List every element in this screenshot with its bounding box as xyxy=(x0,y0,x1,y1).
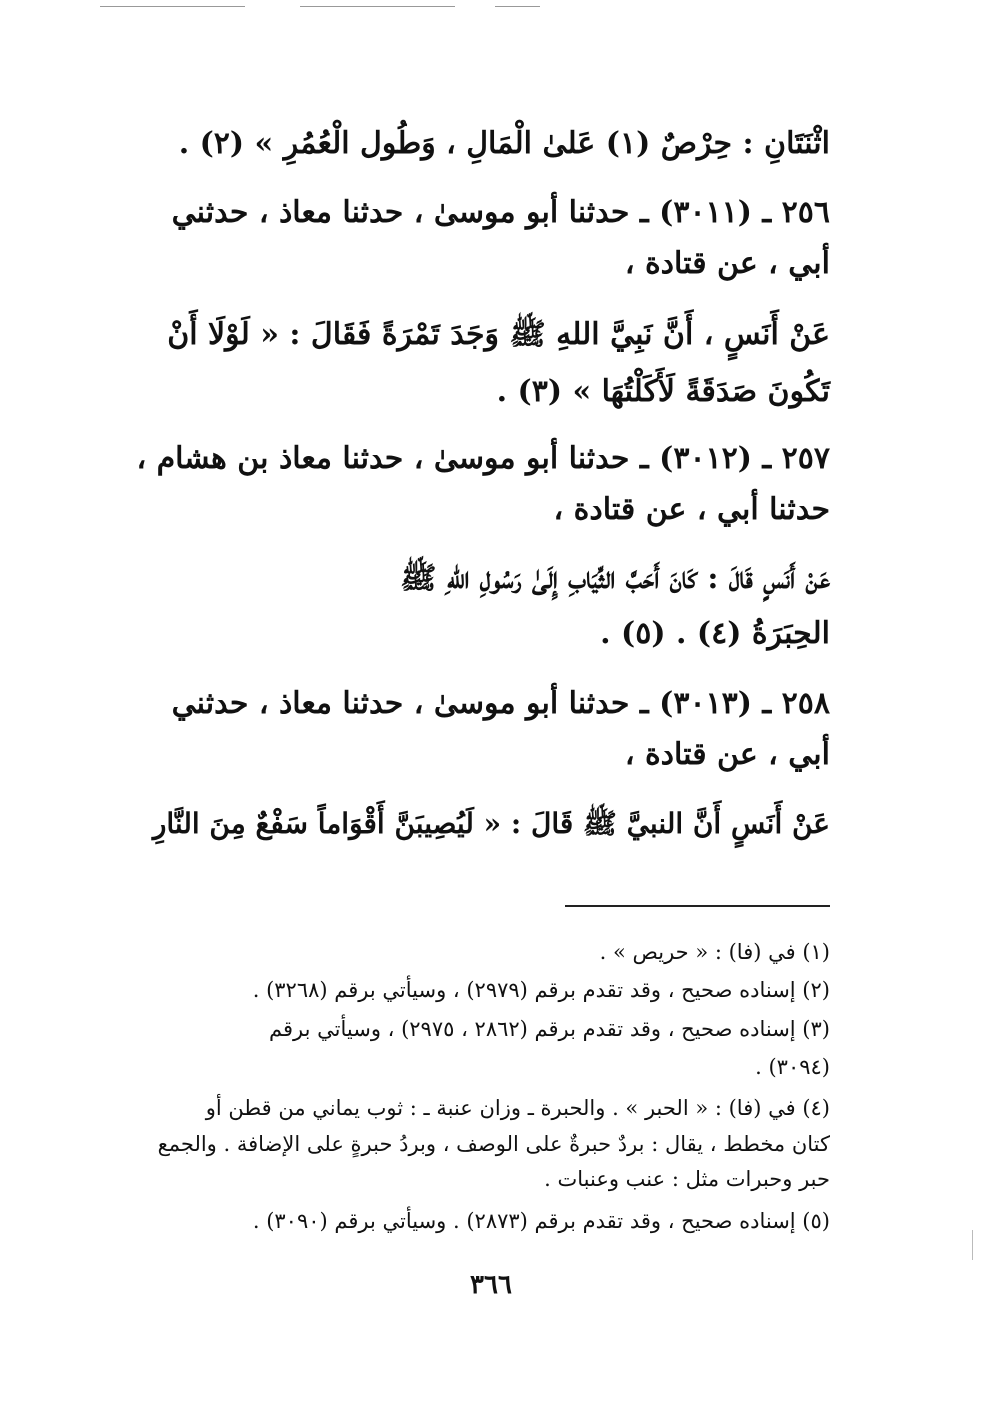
top-edge-line xyxy=(495,6,540,7)
footnote-3: (٣) إسناده صحيح ، وقد تقدم برقم (٢٨٦٢ ، ٢٩٧٥) ، وسيأتي برقم xyxy=(269,1017,830,1041)
footnote-3-cont: (٣٠٩٤) . xyxy=(755,1055,830,1079)
hadith-257-isnad-cont: حدثنا أبي ، عن قتادة ، xyxy=(553,492,830,527)
hadith-256-matn: عَنْ أَنَسٍ ، أَنَّ نَبِيَّ اللهِ ﷺ وَجَدَ تَمْرَةً فَقَالَ : « لَوْلَا أَنْ xyxy=(167,317,830,352)
footnote-5: (٥) إسناده صحيح ، وقد تقدم برقم (٢٨٧٣) . وسيأتي برقم (٣٠٩٠) . xyxy=(252,1209,830,1233)
hadith-257-isnad: ٢٥٧ ـ (٣٠١٢) ـ حدثنا أبو موسىٰ ، حدثنا معاذ بن هشام ، xyxy=(136,441,830,476)
footnote-4: (٤) في (فا) : « الحبر » . والحبرة ـ وزان عنبة ـ : ثوب يماني من قطن أو xyxy=(205,1096,830,1120)
top-edge-line xyxy=(100,6,245,7)
footnote-1: (١) في (فا) : « حريص » . xyxy=(599,940,830,964)
edge-mark xyxy=(972,1230,973,1260)
hadith-258-matn: عَنْ أَنَسٍ أَنَّ النبيَّ ﷺ قَالَ : « لَيُصِيبَنَّ أَقْوَاماً سَفْعٌ مِنَ النَّارِ xyxy=(152,807,830,840)
hadith-256-matn-cont: تَكُونَ صَدَقَةً لَأَكَلْتُهَا » (٣) . xyxy=(496,374,830,409)
hadith-258-isnad: ٢٥٨ ـ (٣٠١٣) ـ حدثنا أبو موسىٰ ، حدثنا معاذ ، حدثني xyxy=(171,686,830,721)
text-line: اثْنَتَانِ : حِرْصٌ (١) عَلىٰ الْمَالِ ، وَطُول الْعُمُرِ » (٢) . xyxy=(178,126,830,161)
hadith-256-isnad-cont: أبي ، عن قتادة ، xyxy=(624,246,830,281)
footnote-4-cont: كتان مخطط ، يقال : بردٌ حبرةٌ على الوصف ، وبردُ حبرةٍ على الإضافة . والجمع xyxy=(157,1132,830,1156)
hadith-257-matn: عَنْ أَنَسٍ قَالَ : كَانَ أَحَبَّ الثِّيَابِ إِلَىٰ رَسُولِ اللهِ ﷺ xyxy=(400,561,830,596)
top-edge-line xyxy=(300,6,455,7)
footnote-2: (٢) إسناده صحيح ، وقد تقدم برقم (٢٩٧٩) ، وسيأتي برقم (٣٢٦٨) . xyxy=(252,978,830,1002)
footnote-separator xyxy=(565,905,830,907)
hadith-258-isnad-cont: أبي ، عن قتادة ، xyxy=(624,737,830,772)
hadith-256-isnad: ٢٥٦ ـ (٣٠١١) ـ حدثنا أبو موسىٰ ، حدثنا معاذ ، حدثني xyxy=(171,195,830,230)
hadith-257-matn-cont: الحِبَرَةُ (٤) . (٥) . xyxy=(600,616,830,651)
footnote-4-cont: حبر وحبرات مثل : عنب وعنبات . xyxy=(544,1167,830,1191)
page-number: ٣٦٦ xyxy=(470,1270,512,1300)
